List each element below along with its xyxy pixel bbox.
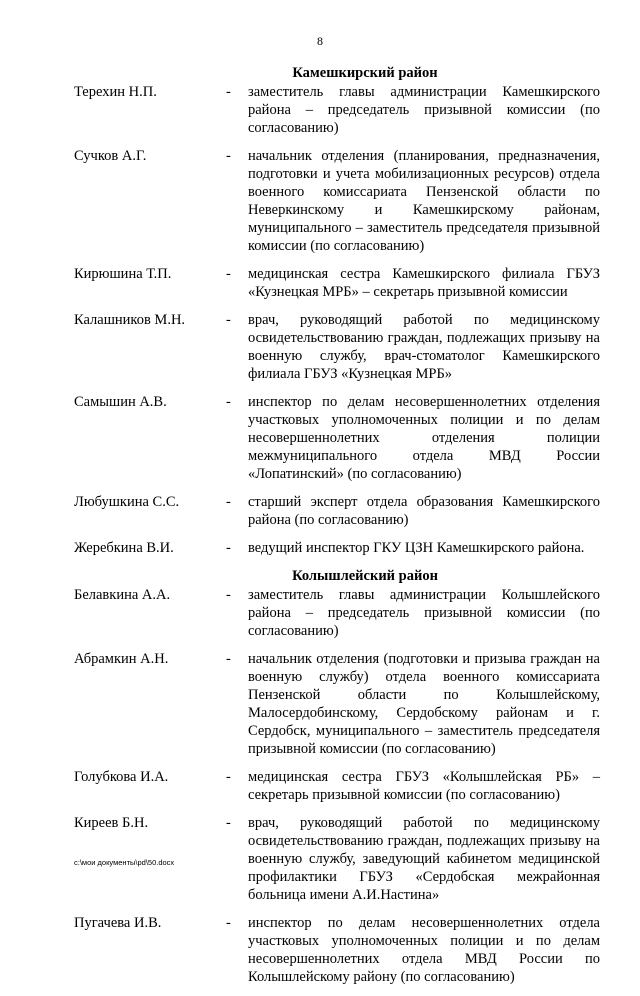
member-name: Белавкина А.А. (74, 587, 171, 603)
commission-member (74, 83, 600, 137)
member-name: Голубкова И.А. (74, 769, 169, 785)
commission-member (74, 539, 600, 557)
member-name: Терехин Н.П. (74, 84, 157, 100)
member-position: начальник отделения (планирования, предназначения, подготовки и учета мобилизационных ресурсов) отдела военного комиссариата Пензенской области по Неверкинскому и Камешкирскому районам, муниципального – заместитель председателя призывной комиссии (по согласованию) (248, 148, 600, 254)
separator-dash: - (226, 148, 231, 164)
district-title: Колышлейский район (292, 568, 438, 584)
separator-dash: - (226, 587, 231, 603)
member-position: врач, руководящий работой по медицинскому освидетельствованию граждан, подлежащих призыву на военную службу, врач-стоматолог Камешкирского филиала ГБУЗ «Кузнецкая МРБ» (248, 312, 600, 382)
separator-dash: - (226, 651, 231, 667)
separator-dash: - (226, 266, 231, 282)
district-section-kolyshley (74, 567, 600, 986)
commission-member (74, 265, 600, 301)
member-position: старший эксперт отдела образования Камешкирского района (по согласованию) (248, 494, 600, 528)
commission-member (74, 586, 600, 640)
commission-member (74, 650, 600, 758)
member-position: инспектор по делам несовершеннолетних отдела участковых уполномоченных полиции и по делам несовершеннолетних отдела МВД России по Колышлейскому району (по согласованию) (248, 915, 600, 985)
commission-member (74, 311, 600, 383)
member-name: Кирюшина Т.П. (74, 266, 172, 282)
member-position: начальник отделения (подготовки и призыва граждан на военную службу) отдела военного комиссариата Пензенской области по Колышлейскому, Малосердобинскому, Сердобскому районам и г. Сердобск, муниципального – заместитель председателя призывной комиссии (по согласованию) (248, 651, 600, 757)
district-section-kameshkir (74, 64, 600, 557)
member-name: Сучков А.Г. (74, 148, 147, 164)
commission-member (74, 393, 600, 483)
member-name: Самышин А.В. (74, 394, 167, 410)
separator-dash: - (226, 394, 231, 410)
separator-dash: - (226, 84, 231, 100)
separator-dash: - (226, 494, 231, 510)
member-position: инспектор по делам несовершеннолетних отделения участковых уполномоченных полиции и по делам несовершеннолетних отделения полиции межмуниципального отдела МВД России «Лопатинский» (по согласованию) (248, 394, 600, 482)
member-position: ведущий инспектор ГКУ ЦЗН Камешкирского района. (248, 540, 585, 556)
member-position: медицинская сестра Камешкирского филиала ГБУЗ «Кузнецкая МРБ» – секретарь призывной комиссии (248, 266, 600, 300)
member-position: заместитель главы администрации Камешкирского района – председатель призывной комиссии (по согласованию) (248, 84, 600, 136)
member-name: Пугачева И.В. (74, 915, 162, 931)
member-position: врач, руководящий работой по медицинскому освидетельствованию граждан, подлежащих призыву на военную службу, заведующий кабинетом медицинской профилактики ГБУЗ «Сердобская межрайонная больница имени А.И.Настина» (248, 815, 600, 903)
member-position: заместитель главы администрации Колышлейского района – председатель призывной комиссии (по согласованию) (248, 587, 600, 639)
separator-dash: - (226, 769, 231, 785)
separator-dash: - (226, 815, 231, 831)
member-name: Жеребкина В.И. (74, 540, 174, 556)
commission-member (74, 147, 600, 255)
footer-file-path: c:\мои документы\pd\50.docx (74, 858, 175, 867)
separator-dash: - (226, 312, 231, 328)
member-name: Абрамкин А.Н. (74, 651, 169, 667)
member-position: медицинская сестра ГБУЗ «Колышлейская РБ» – секретарь призывной комиссии (по согласованию) (248, 769, 600, 803)
member-name: Киреев Б.Н. (74, 815, 149, 831)
page-number: 8 (317, 34, 323, 48)
member-name: Любушкина С.С. (74, 494, 180, 510)
document-body (74, 64, 600, 996)
commission-member (74, 768, 600, 804)
commission-member (74, 914, 600, 986)
commission-member (74, 493, 600, 529)
separator-dash: - (226, 915, 231, 931)
separator-dash: - (226, 540, 231, 556)
member-name: Калашников М.Н. (74, 312, 186, 328)
district-title: Камешкирский район (292, 65, 438, 81)
